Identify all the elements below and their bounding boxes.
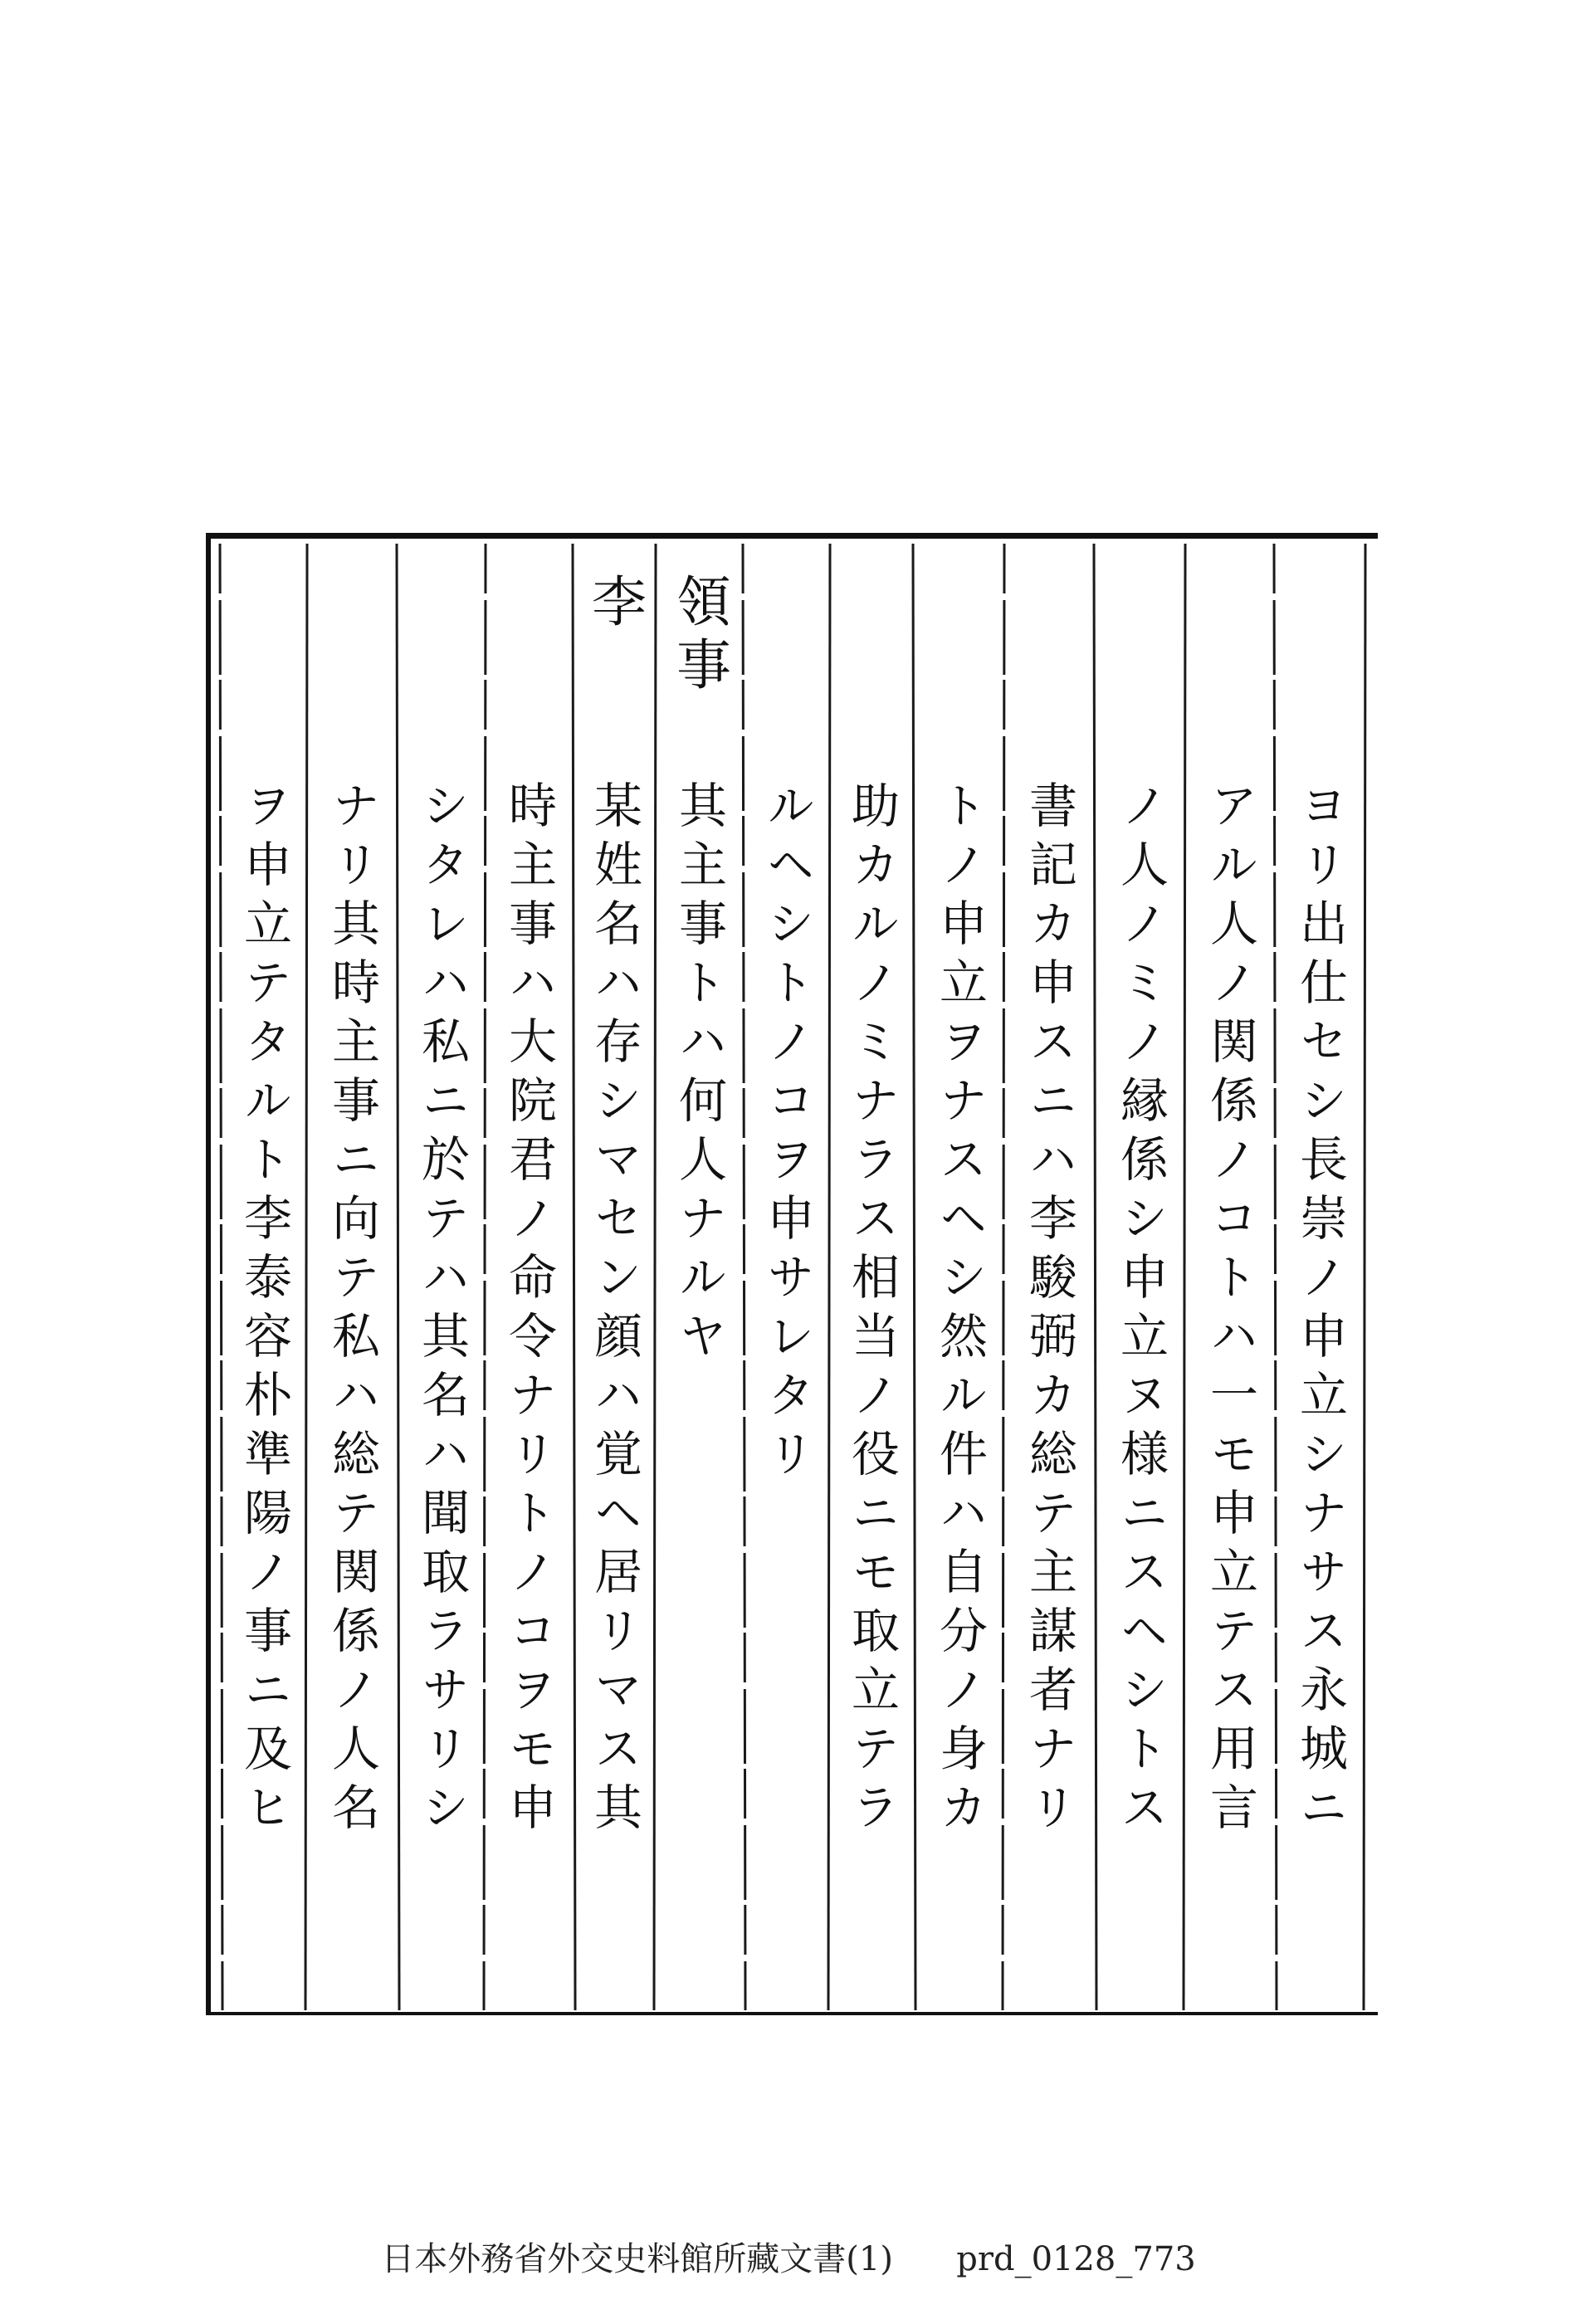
column-rule bbox=[1274, 544, 1277, 2010]
speaker-label: 李 bbox=[582, 573, 647, 636]
column-rule bbox=[220, 544, 222, 2010]
column-rule bbox=[397, 544, 399, 2010]
footer-collection: 日本外務省外交史料館所藏文書(1) bbox=[381, 2240, 893, 2278]
text-column: 書記カ申スニハ李駿弼カ総テ主謀者ナリ bbox=[1021, 780, 1077, 1841]
column-rule bbox=[1003, 544, 1004, 2010]
speaker-label: 領事 bbox=[666, 573, 731, 699]
column-rule bbox=[913, 544, 915, 2010]
text-column: 助カルノミナラス相当ノ役ニモ取立テラ bbox=[843, 780, 900, 1841]
column-rule bbox=[484, 544, 486, 2010]
text-column: ノ人ノミノ縁係シ申立ヌ様ニスヘシトス bbox=[1112, 780, 1169, 1841]
text-column: ヨリ出仕セシ長崇ノ申立シナサス永城ニ bbox=[1291, 780, 1348, 1841]
column-rule bbox=[305, 544, 307, 2010]
column-rule bbox=[1364, 544, 1365, 2010]
column-rule bbox=[1094, 544, 1096, 2010]
column-rule bbox=[743, 544, 745, 2010]
column-rule bbox=[654, 544, 656, 2010]
footer-reference: prd_0128_773 bbox=[956, 2240, 1196, 2278]
text-column: トノ申立ヲナスヘシ然ル件ハ自分ノ身カ bbox=[931, 780, 988, 1841]
text-column: ヲ申立テタルト李泰容朴準陽ノ事ニ及ヒ bbox=[236, 780, 292, 1841]
text-column: 其主事トハ何人ナルヤ bbox=[671, 780, 727, 1370]
text-column: シタレハ私ニ於テハ其名ハ聞取ラサリシ bbox=[413, 780, 470, 1841]
text-column: アル人ノ関係ノコトハ一モ申立テス用言 bbox=[1202, 780, 1258, 1841]
text-column: 某姓名ハ存シマセン顔ハ覚ヘ居リマス其 bbox=[586, 780, 642, 1841]
column-rule bbox=[573, 544, 575, 2010]
manuscript-text bbox=[236, 573, 1348, 1841]
text-column: ルヘシトノコヲ申サレタリ bbox=[759, 780, 815, 1487]
footer-caption bbox=[0, 2233, 1577, 2280]
column-rule bbox=[828, 544, 830, 2010]
text-column: 時主事ハ大院君ノ命令ナリトノコヲモ申 bbox=[500, 780, 557, 1841]
text-column: ナリ其時主事ニ向テ私ハ総テ関係ノ人名 bbox=[324, 780, 380, 1841]
column-rule bbox=[1184, 544, 1185, 2010]
